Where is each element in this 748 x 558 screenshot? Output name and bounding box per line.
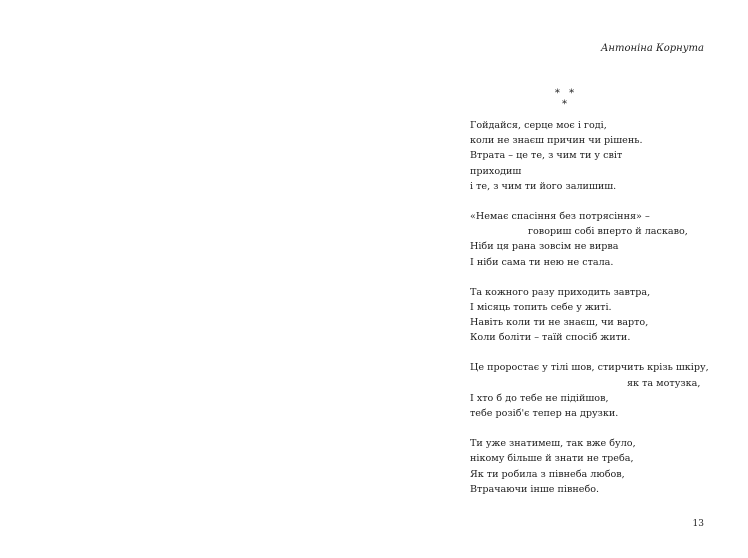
poem-line: Як ти робила з півнеба любов, xyxy=(470,468,625,480)
poem-line: І місяць топить себе у житі. xyxy=(470,301,612,313)
poem-line: коли не знаєш причин чи рішень. xyxy=(470,135,643,147)
section-asterism: * * * xyxy=(554,88,578,110)
poem-line: «Немає спасіння без потрясіння» – xyxy=(470,210,650,222)
page-number: 13 xyxy=(692,519,704,529)
stanza-2 xyxy=(470,209,710,270)
stanza-5 xyxy=(470,436,710,497)
right-page xyxy=(374,0,748,558)
poem-line: Навіть коли ти не знаєш, чи варто, xyxy=(470,317,649,329)
poem-line: Ніби ця рана зовсім не вирва xyxy=(470,241,619,253)
stanza-4 xyxy=(470,360,710,421)
poem-line: приходиш xyxy=(470,165,522,177)
stanza-1 xyxy=(470,118,710,194)
stanza-3 xyxy=(470,285,710,346)
poem-line-indented: як та мотузка, xyxy=(627,377,701,389)
poem-line: Втрата – це те, з чим ти у світ xyxy=(470,150,623,162)
poem-line: тебе розіб'є тепер на друзки. xyxy=(470,408,619,419)
poem-body xyxy=(470,118,710,512)
poem-line: Та кожного разу приходить завтра, xyxy=(470,286,651,298)
poem-line: І ніби сама ти нею не стала. xyxy=(470,256,614,268)
poem-line: Втрачаючи інше півнебо. xyxy=(470,483,600,495)
poem-line: Гойдайся, серце моє і годі, xyxy=(470,120,607,131)
poem-line-indented: говориш собі вперто й ласкаво, xyxy=(528,226,688,238)
poem-line: і те, з чим ти його залишиш. xyxy=(470,180,617,192)
poem-line: Це проростає у тілі шов, стирчить крізь шкіру, xyxy=(470,362,709,374)
poem-line: Коли боліти – таїй спосіб жити. xyxy=(470,332,631,344)
poem-line: І хто б до тебе не підійшов, xyxy=(470,392,609,404)
author-running-header: Антоніна Корнута xyxy=(600,43,704,54)
poem-line: нікому більше й знати не треба, xyxy=(470,453,634,465)
poem-line: Ти уже знатимеш, так вже було, xyxy=(470,438,636,450)
